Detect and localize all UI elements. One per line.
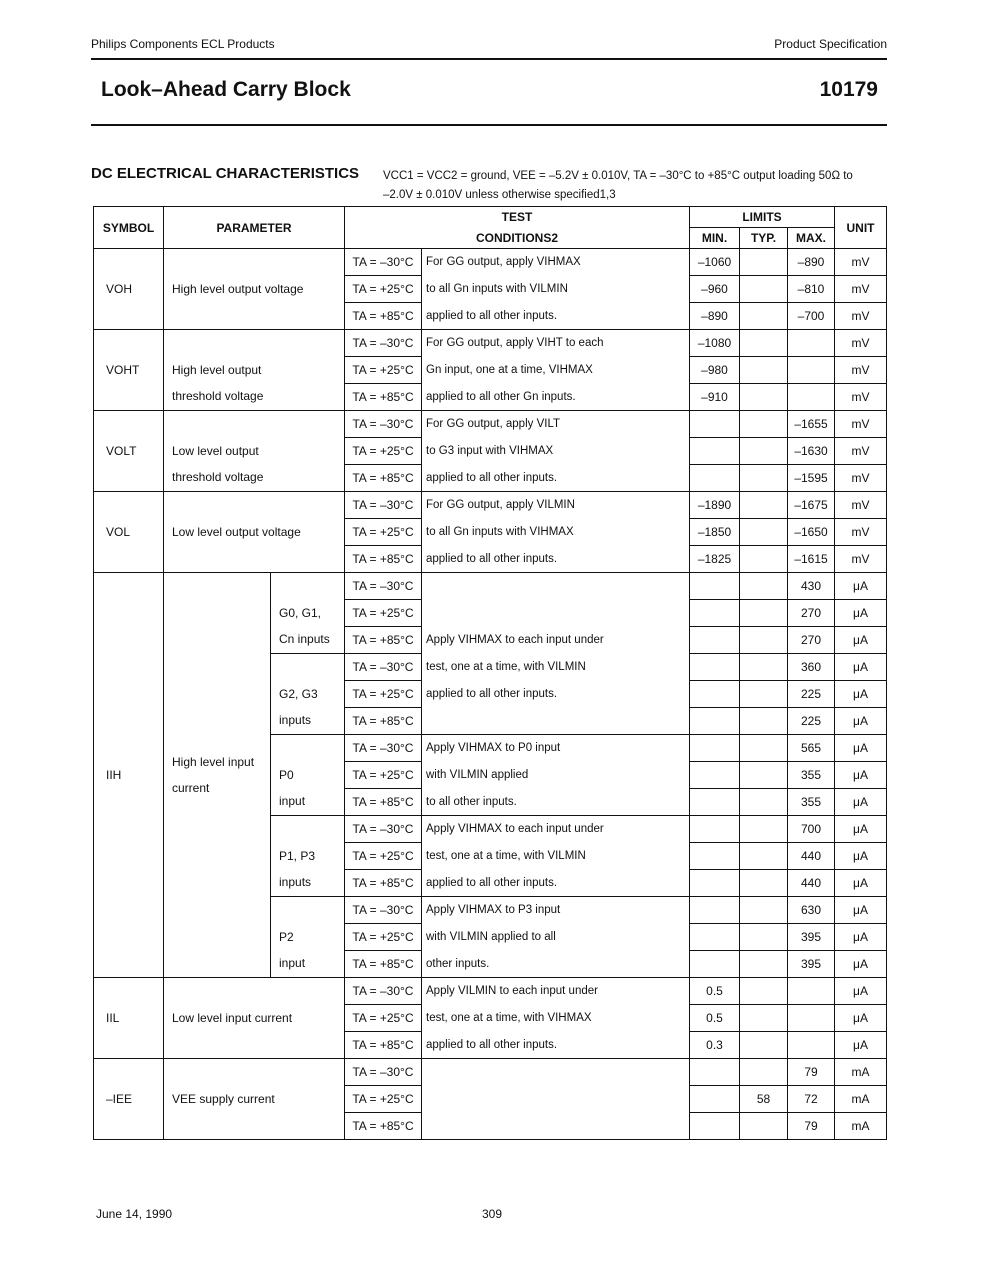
typ-cell (740, 870, 788, 897)
conditions-cell (422, 573, 690, 600)
min-cell (690, 708, 740, 735)
temperature-cell: TA = –30°C (345, 978, 422, 1005)
table-row (94, 411, 887, 438)
col-min: MIN. (690, 228, 740, 249)
max-cell (788, 357, 835, 384)
max-cell: 355 (788, 762, 835, 789)
max-cell: 430 (788, 573, 835, 600)
unit-cell: mV (835, 384, 887, 411)
input-group-label: P1, P3 (279, 849, 316, 863)
typ-cell (740, 762, 788, 789)
typ-cell (740, 1059, 788, 1086)
min-cell (690, 600, 740, 627)
input-group-cell (271, 897, 345, 978)
temperature-cell: TA = –30°C (345, 411, 422, 438)
temperature-cell: TA = +25°C (345, 357, 422, 384)
input-group-label: inputs (279, 875, 312, 889)
unit-cell: mA (835, 1113, 887, 1140)
conditions-cell: applied to all other inputs. (422, 681, 690, 708)
min-cell (690, 897, 740, 924)
parameter-line: Low level output voltage (172, 525, 301, 539)
min-cell (690, 735, 740, 762)
input-group-cell (271, 654, 345, 735)
parameter-line (172, 302, 340, 328)
typ-cell (740, 384, 788, 411)
max-cell: –810 (788, 276, 835, 303)
parameter-line: High level output voltage (172, 282, 304, 296)
min-cell (690, 951, 740, 978)
temperature-cell: TA = +25°C (345, 1005, 422, 1032)
parameter-line: threshold voltage (172, 470, 264, 484)
min-cell: –980 (690, 357, 740, 384)
typ-cell (740, 303, 788, 330)
temperature-cell: TA = +85°C (345, 789, 422, 816)
conditions-cell: For GG output, apply VILT (422, 411, 690, 438)
max-cell (788, 1005, 835, 1032)
temperature-cell: TA = +85°C (345, 1032, 422, 1059)
unit-cell: mV (835, 519, 887, 546)
max-cell: 79 (788, 1059, 835, 1086)
unit-cell: mV (835, 303, 887, 330)
unit-cell: μA (835, 951, 887, 978)
col-limits: LIMITS (690, 207, 835, 228)
col-test: TEST (345, 207, 690, 228)
parameter-cell (164, 492, 345, 573)
min-cell: –960 (690, 276, 740, 303)
max-cell: 79 (788, 1113, 835, 1140)
max-cell: 225 (788, 681, 835, 708)
min-cell: –890 (690, 303, 740, 330)
unit-cell: μA (835, 897, 887, 924)
input-group-cell (271, 735, 345, 816)
min-cell: 0.3 (690, 1032, 740, 1059)
min-cell (690, 411, 740, 438)
temperature-cell: TA = +85°C (345, 627, 422, 654)
unit-cell: mV (835, 465, 887, 492)
typ-cell (740, 411, 788, 438)
conditions-cell: For GG output, apply VIHT to each (422, 330, 690, 357)
unit-cell: μA (835, 843, 887, 870)
temperature-cell: TA = +25°C (345, 1086, 422, 1113)
spacer (279, 736, 340, 762)
conditions-cell: to all Gn inputs with VILMIN (422, 276, 690, 303)
typ-cell (740, 951, 788, 978)
header-doc-type: Product Specification (774, 37, 887, 51)
min-cell (690, 627, 740, 654)
col-parameter: PARAMETER (164, 207, 345, 249)
typ-cell (740, 249, 788, 276)
input-group-cell (271, 573, 345, 654)
temperature-cell: TA = +85°C (345, 384, 422, 411)
max-cell: 700 (788, 816, 835, 843)
temperature-cell: TA = –30°C (345, 573, 422, 600)
conditions-cell: to G3 input with VIHMAX (422, 438, 690, 465)
max-cell: –890 (788, 249, 835, 276)
min-cell (690, 1059, 740, 1086)
symbol-cell: VOL (94, 492, 164, 573)
conditions-cell (422, 1113, 690, 1140)
parameter-line (172, 250, 340, 276)
input-group-label: input (279, 794, 306, 808)
symbol-cell: IIH (94, 573, 164, 978)
max-cell (788, 978, 835, 1005)
footer-page-number: 309 (482, 1207, 503, 1221)
conditions-line-1: VCC1 = VCC2 = ground, VEE = –5.2V ± 0.010V, TA = –30°C to +85°C output loading 50Ω to (383, 170, 853, 182)
temperature-cell: TA = +85°C (345, 546, 422, 573)
max-cell: 395 (788, 924, 835, 951)
typ-cell (740, 735, 788, 762)
symbol-cell: IIL (94, 978, 164, 1059)
unit-cell: μA (835, 708, 887, 735)
input-group-label: P0 (279, 768, 294, 782)
max-cell: 440 (788, 843, 835, 870)
min-cell: –1850 (690, 519, 740, 546)
page-title: Look–Ahead Carry Block (101, 78, 351, 101)
conditions-cell: test, one at a time, with VILMIN (422, 843, 690, 870)
spacer (279, 817, 340, 843)
table-row (94, 492, 887, 519)
conditions-cell: applied to all other inputs. (422, 546, 690, 573)
typ-cell (740, 357, 788, 384)
conditions-cell: applied to all other Gn inputs. (422, 384, 690, 411)
table-row (94, 249, 887, 276)
unit-cell: μA (835, 600, 887, 627)
title-rule (91, 124, 887, 126)
conditions-cell: Apply VILMIN to each input under (422, 978, 690, 1005)
max-cell: –1630 (788, 438, 835, 465)
conditions-cell: applied to all other inputs. (422, 303, 690, 330)
min-cell: –1890 (690, 492, 740, 519)
unit-cell: mA (835, 1086, 887, 1113)
min-cell: –910 (690, 384, 740, 411)
typ-cell (740, 1032, 788, 1059)
max-cell: 72 (788, 1086, 835, 1113)
symbol-cell: VOHT (94, 330, 164, 411)
typ-cell (740, 816, 788, 843)
symbol-cell: –IEE (94, 1059, 164, 1140)
conditions-cell: to all other inputs. (422, 789, 690, 816)
temperature-cell: TA = –30°C (345, 897, 422, 924)
spacer (279, 655, 340, 681)
conditions-cell: For GG output, apply VILMIN (422, 492, 690, 519)
min-cell: –1080 (690, 330, 740, 357)
parameter-line: High level output (172, 363, 262, 377)
typ-cell (740, 276, 788, 303)
max-cell: –1595 (788, 465, 835, 492)
temperature-cell: TA = –30°C (345, 816, 422, 843)
unit-cell: μA (835, 816, 887, 843)
conditions-line-2: –2.0V ± 0.010V unless otherwise specified1,3 (383, 189, 616, 201)
conditions-cell: Gn input, one at a time, VIHMAX (422, 357, 690, 384)
table-body (94, 249, 887, 1140)
typ-cell (740, 1113, 788, 1140)
input-group-label: G0, G1, (279, 606, 322, 620)
col-typ: TYP. (740, 228, 788, 249)
conditions-cell: with VILMIN applied to all (422, 924, 690, 951)
typ-cell (740, 843, 788, 870)
min-cell (690, 573, 740, 600)
col-symbol: SYMBOL (94, 207, 164, 249)
footer-date: June 14, 1990 (96, 1207, 173, 1221)
temperature-cell: TA = +25°C (345, 600, 422, 627)
min-cell (690, 465, 740, 492)
min-cell (690, 789, 740, 816)
conditions-cell (422, 708, 690, 735)
unit-cell: mV (835, 492, 887, 519)
min-cell (690, 816, 740, 843)
min-cell: 0.5 (690, 1005, 740, 1032)
temperature-cell: TA = +25°C (345, 924, 422, 951)
typ-cell (740, 1005, 788, 1032)
conditions-cell: Apply VIHMAX to P0 input (422, 735, 690, 762)
parameter-cell (164, 573, 271, 978)
typ-cell (740, 924, 788, 951)
min-cell (690, 1113, 740, 1140)
typ-cell (740, 627, 788, 654)
temperature-cell: TA = +85°C (345, 951, 422, 978)
temperature-cell: TA = –30°C (345, 1059, 422, 1086)
header-rule (91, 58, 887, 60)
col-unit: UNIT (835, 207, 887, 249)
min-cell (690, 1086, 740, 1113)
max-cell: 565 (788, 735, 835, 762)
typ-cell (740, 465, 788, 492)
max-cell: 395 (788, 951, 835, 978)
unit-cell: μA (835, 870, 887, 897)
unit-cell: μA (835, 654, 887, 681)
temperature-cell: TA = +25°C (345, 762, 422, 789)
min-cell: –1825 (690, 546, 740, 573)
parameter-line: current (172, 781, 210, 795)
temperature-cell: TA = +25°C (345, 843, 422, 870)
min-cell (690, 654, 740, 681)
max-cell: 270 (788, 600, 835, 627)
unit-cell: μA (835, 924, 887, 951)
input-group-label: Cn inputs (279, 632, 330, 646)
conditions-cell: to all Gn inputs with VIHMAX (422, 519, 690, 546)
temperature-cell: TA = +85°C (345, 1113, 422, 1140)
conditions-cell: applied to all other inputs. (422, 1032, 690, 1059)
input-group-label: P2 (279, 930, 294, 944)
max-cell: –1655 (788, 411, 835, 438)
temperature-cell: TA = +25°C (345, 276, 422, 303)
typ-cell (740, 573, 788, 600)
table-row (94, 573, 887, 600)
conditions-cell: Apply VIHMAX to each input under (422, 816, 690, 843)
table-row (94, 330, 887, 357)
typ-cell (740, 789, 788, 816)
max-cell: 225 (788, 708, 835, 735)
unit-cell: μA (835, 735, 887, 762)
max-cell: 270 (788, 627, 835, 654)
typ-cell (740, 897, 788, 924)
max-cell: 355 (788, 789, 835, 816)
temperature-cell: TA = –30°C (345, 735, 422, 762)
temperature-cell: TA = +25°C (345, 438, 422, 465)
typ-cell: 58 (740, 1086, 788, 1113)
temperature-cell: TA = +25°C (345, 519, 422, 546)
conditions-cell: with VILMIN applied (422, 762, 690, 789)
parameter-cell: VEE supply current (164, 1059, 345, 1140)
unit-cell: mV (835, 357, 887, 384)
unit-cell: mA (835, 1059, 887, 1086)
header-company: Philips Components ECL Products (91, 37, 275, 51)
typ-cell (740, 519, 788, 546)
min-cell: –1060 (690, 249, 740, 276)
conditions-cell: applied to all other inputs. (422, 465, 690, 492)
dc-characteristics-table (93, 206, 887, 1140)
typ-cell (740, 600, 788, 627)
temperature-cell: TA = +25°C (345, 681, 422, 708)
min-cell (690, 924, 740, 951)
parameter-cell (164, 249, 345, 330)
conditions-cell: For GG output, apply VIHMAX (422, 249, 690, 276)
temperature-cell: TA = –30°C (345, 492, 422, 519)
unit-cell: mV (835, 546, 887, 573)
min-cell: 0.5 (690, 978, 740, 1005)
col-conditions: CONDITIONS2 (345, 228, 690, 249)
input-group-label: input (279, 956, 306, 970)
temperature-cell: TA = +85°C (345, 303, 422, 330)
spacer (279, 898, 340, 924)
conditions-cell: other inputs. (422, 951, 690, 978)
unit-cell: mV (835, 249, 887, 276)
max-cell: 630 (788, 897, 835, 924)
temperature-cell: TA = –30°C (345, 330, 422, 357)
parameter-line (172, 545, 340, 571)
typ-cell (740, 654, 788, 681)
min-cell (690, 762, 740, 789)
max-cell: –1675 (788, 492, 835, 519)
unit-cell: μA (835, 1032, 887, 1059)
symbol-cell: VOH (94, 249, 164, 330)
unit-cell: μA (835, 789, 887, 816)
conditions-cell: test, one at a time, with VILMIN (422, 654, 690, 681)
temperature-cell: TA = –30°C (345, 249, 422, 276)
max-cell: –1615 (788, 546, 835, 573)
typ-cell (740, 330, 788, 357)
spacer (279, 574, 340, 600)
typ-cell (740, 978, 788, 1005)
conditions-cell: test, one at a time, with VIHMAX (422, 1005, 690, 1032)
parameter-line (172, 412, 340, 438)
temperature-cell: TA = +85°C (345, 465, 422, 492)
unit-cell: mV (835, 276, 887, 303)
input-group-label: inputs (279, 713, 312, 727)
typ-cell (740, 546, 788, 573)
parameter-line: High level input (172, 755, 255, 769)
table-row (94, 1059, 887, 1086)
min-cell (690, 438, 740, 465)
section-title: DC ELECTRICAL CHARACTERISTICS (91, 165, 360, 182)
typ-cell (740, 681, 788, 708)
conditions-cell: Apply VIHMAX to each input under (422, 627, 690, 654)
max-cell (788, 1032, 835, 1059)
part-number: 10179 (819, 78, 878, 101)
conditions-cell: Apply VIHMAX to P3 input (422, 897, 690, 924)
temperature-cell: TA = +85°C (345, 870, 422, 897)
max-cell (788, 384, 835, 411)
parameter-cell (164, 330, 345, 411)
typ-cell (740, 708, 788, 735)
col-max: MAX. (788, 228, 835, 249)
unit-cell: mV (835, 411, 887, 438)
section-conditions (383, 167, 883, 205)
conditions-cell (422, 1086, 690, 1113)
conditions-cell: applied to all other inputs. (422, 870, 690, 897)
max-cell (788, 330, 835, 357)
unit-cell: μA (835, 573, 887, 600)
symbol-cell: VOLT (94, 411, 164, 492)
typ-cell (740, 492, 788, 519)
temperature-cell: TA = –30°C (345, 654, 422, 681)
conditions-cell (422, 1059, 690, 1086)
conditions-cell (422, 600, 690, 627)
input-group-label: G2, G3 (279, 687, 318, 701)
input-group-cell (271, 816, 345, 897)
parameter-line: threshold voltage (172, 389, 264, 403)
max-cell: 360 (788, 654, 835, 681)
unit-cell: μA (835, 1005, 887, 1032)
max-cell: –1650 (788, 519, 835, 546)
unit-cell: μA (835, 978, 887, 1005)
unit-cell: mV (835, 438, 887, 465)
unit-cell: μA (835, 627, 887, 654)
max-cell: –700 (788, 303, 835, 330)
min-cell (690, 843, 740, 870)
unit-cell: μA (835, 681, 887, 708)
parameter-cell: Low level input current (164, 978, 345, 1059)
min-cell (690, 870, 740, 897)
parameter-cell (164, 411, 345, 492)
unit-cell: mV (835, 330, 887, 357)
parameter-line (172, 331, 340, 357)
parameter-line: Low level output (172, 444, 259, 458)
typ-cell (740, 438, 788, 465)
unit-cell: μA (835, 762, 887, 789)
max-cell: 440 (788, 870, 835, 897)
parameter-line (172, 493, 340, 519)
min-cell (690, 681, 740, 708)
temperature-cell: TA = +85°C (345, 708, 422, 735)
table-row (94, 978, 887, 1005)
